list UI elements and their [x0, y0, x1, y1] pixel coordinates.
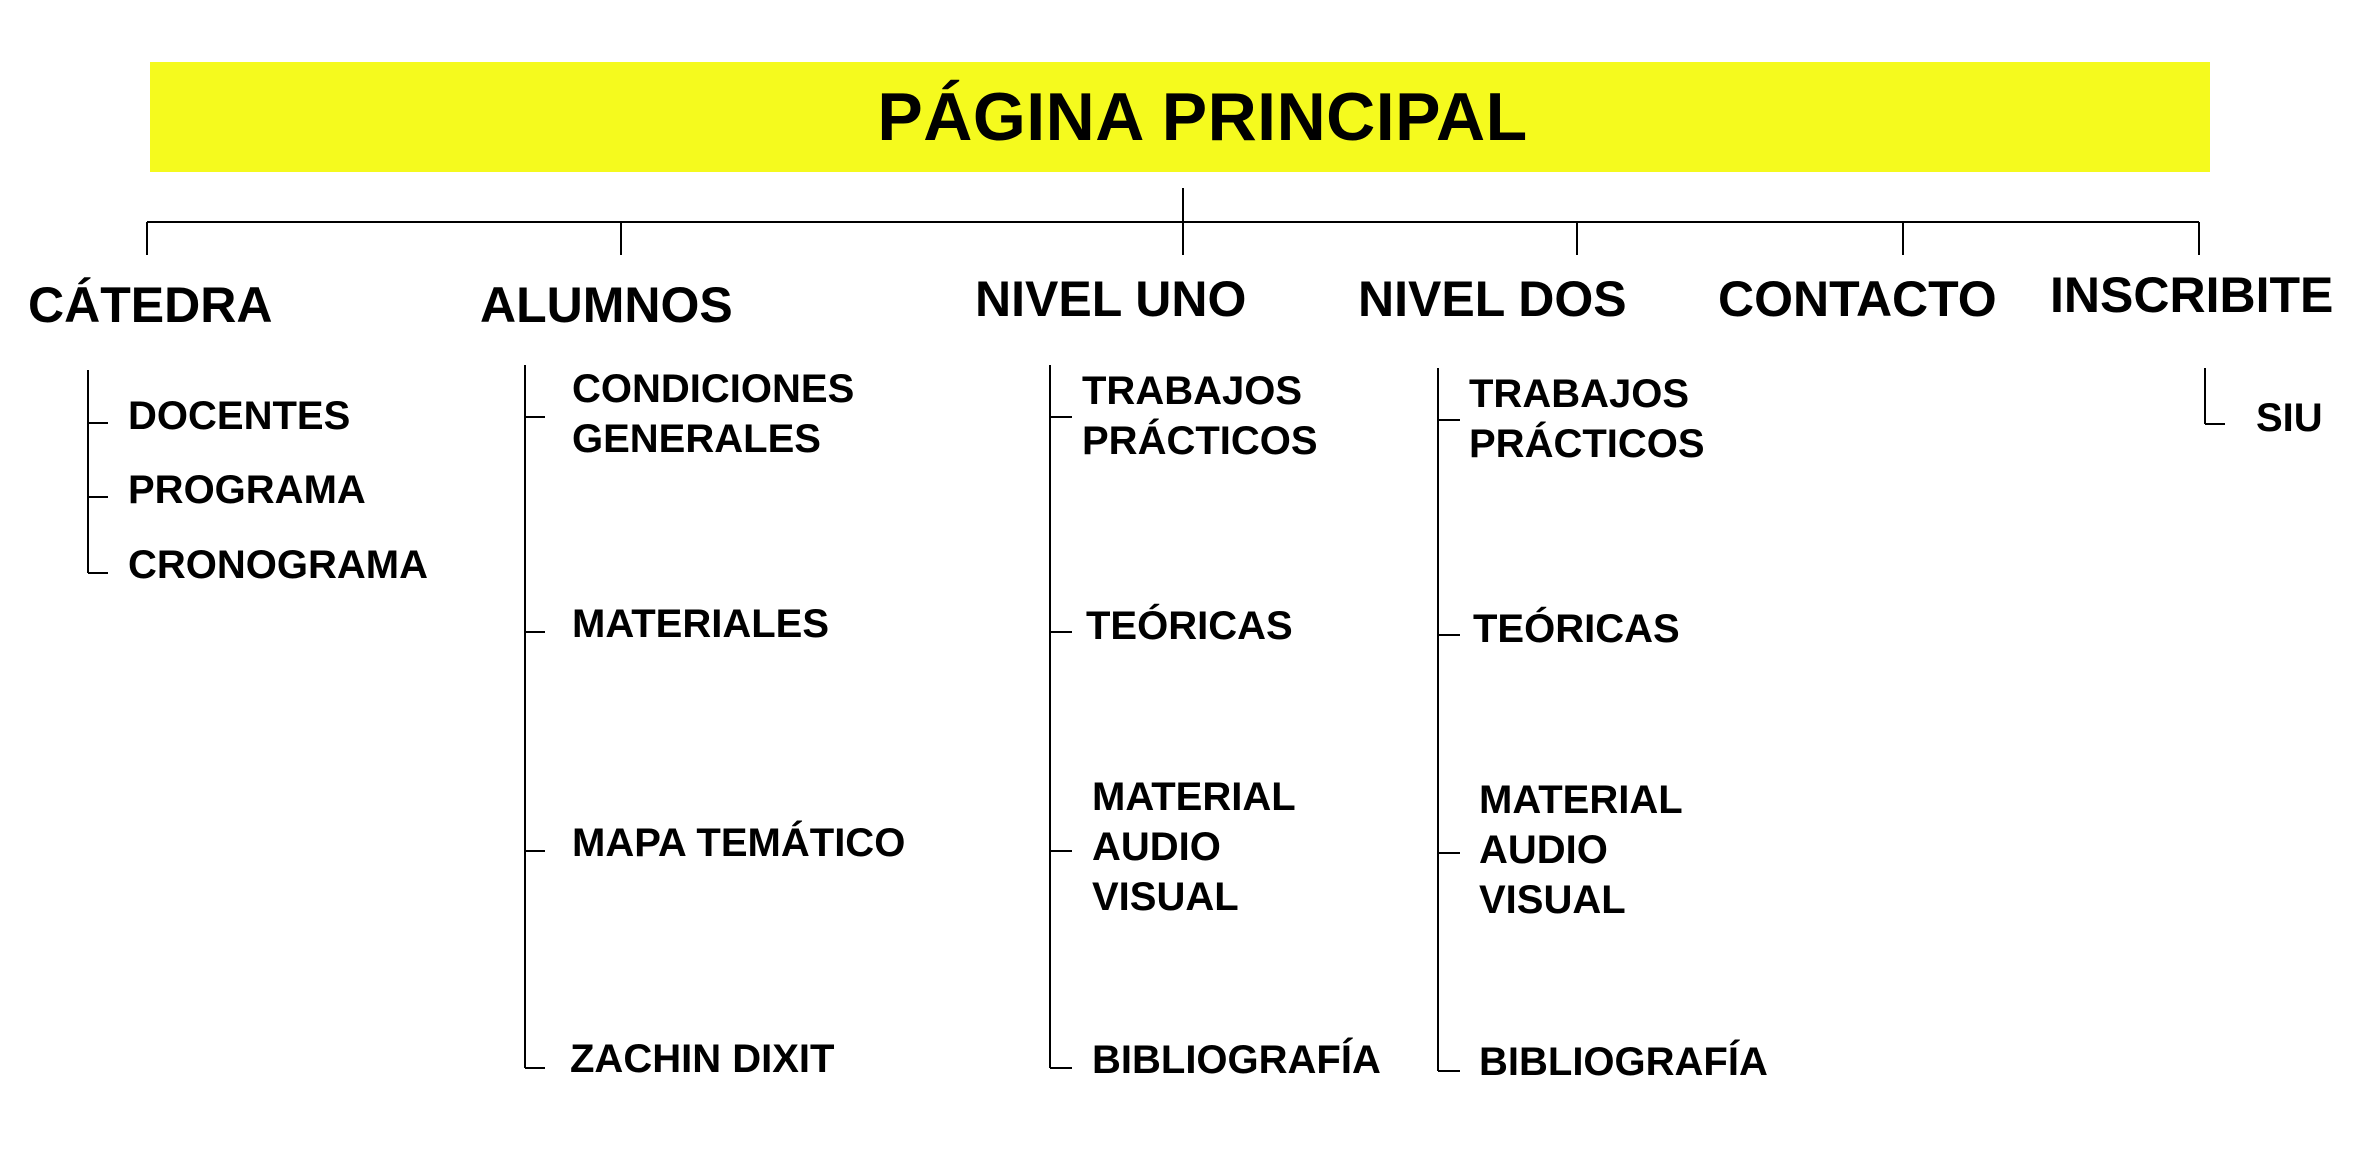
- section-catedra[interactable]: CÁTEDRA: [28, 277, 273, 333]
- nivel-uno-item-teoricas[interactable]: TEÓRICAS: [1086, 604, 1293, 648]
- nivel-dos-item-bibliografia[interactable]: BIBLIOGRAFÍA: [1479, 1040, 1768, 1084]
- nivel-dos-item-material-audio-visual[interactable]: [1479, 775, 1683, 925]
- section-contacto[interactable]: CONTACTO: [1718, 271, 1997, 327]
- inscribite-item-siu[interactable]: SIU: [2256, 396, 2323, 440]
- section-inscribite[interactable]: INSCRIBITE: [2050, 267, 2334, 323]
- section-nivel-dos[interactable]: NIVEL DOS: [1358, 271, 1627, 327]
- nivel-dos-item-trabajos-practicos[interactable]: [1469, 369, 1705, 469]
- alumnos-item-condiciones-line-1: CONDICIONES: [572, 367, 855, 411]
- nivel-dos-material-line-2: AUDIO: [1479, 828, 1608, 872]
- section-alumnos[interactable]: ALUMNOS: [480, 277, 733, 333]
- section-nivel-uno[interactable]: NIVEL UNO: [975, 271, 1247, 327]
- catedra-item-programa[interactable]: PROGRAMA: [128, 468, 366, 512]
- catedra-item-cronograma[interactable]: CRONOGRAMA: [128, 543, 428, 587]
- nivel-uno-trabajos-line-2: PRÁCTICOS: [1082, 419, 1318, 463]
- nivel-dos-trabajos-line-2: PRÁCTICOS: [1469, 422, 1705, 466]
- nivel-uno-material-line-1: MATERIAL: [1092, 775, 1296, 819]
- nivel-dos-material-line-3: VISUAL: [1479, 878, 1626, 922]
- nivel-uno-item-material-audio-visual[interactable]: [1092, 772, 1296, 922]
- catedra-item-docentes[interactable]: DOCENTES: [128, 394, 351, 438]
- alumnos-item-zachin-dixit[interactable]: ZACHIN DIXIT: [570, 1037, 835, 1081]
- alumnos-item-condiciones-line-2: GENERALES: [572, 417, 821, 461]
- nivel-dos-trabajos-line-1: TRABAJOS: [1469, 372, 1690, 416]
- nivel-uno-material-line-3: VISUAL: [1092, 875, 1239, 919]
- alumnos-item-condiciones-generales[interactable]: [572, 364, 854, 464]
- alumnos-item-materiales[interactable]: MATERIALES: [572, 602, 830, 646]
- nivel-uno-item-bibliografia[interactable]: BIBLIOGRAFÍA: [1092, 1038, 1381, 1082]
- nivel-dos-item-teoricas[interactable]: TEÓRICAS: [1473, 607, 1680, 651]
- nivel-dos-material-line-1: MATERIAL: [1479, 778, 1683, 822]
- nivel-uno-material-line-2: AUDIO: [1092, 825, 1221, 869]
- nivel-uno-item-trabajos-practicos[interactable]: [1082, 366, 1318, 466]
- nivel-uno-trabajos-line-1: TRABAJOS: [1082, 369, 1303, 413]
- page-title-banner: [150, 62, 2210, 172]
- alumnos-item-mapa-tematico[interactable]: MAPA TEMÁTICO: [572, 821, 906, 865]
- page-title: PÁGINA PRINCIPAL: [877, 79, 1528, 155]
